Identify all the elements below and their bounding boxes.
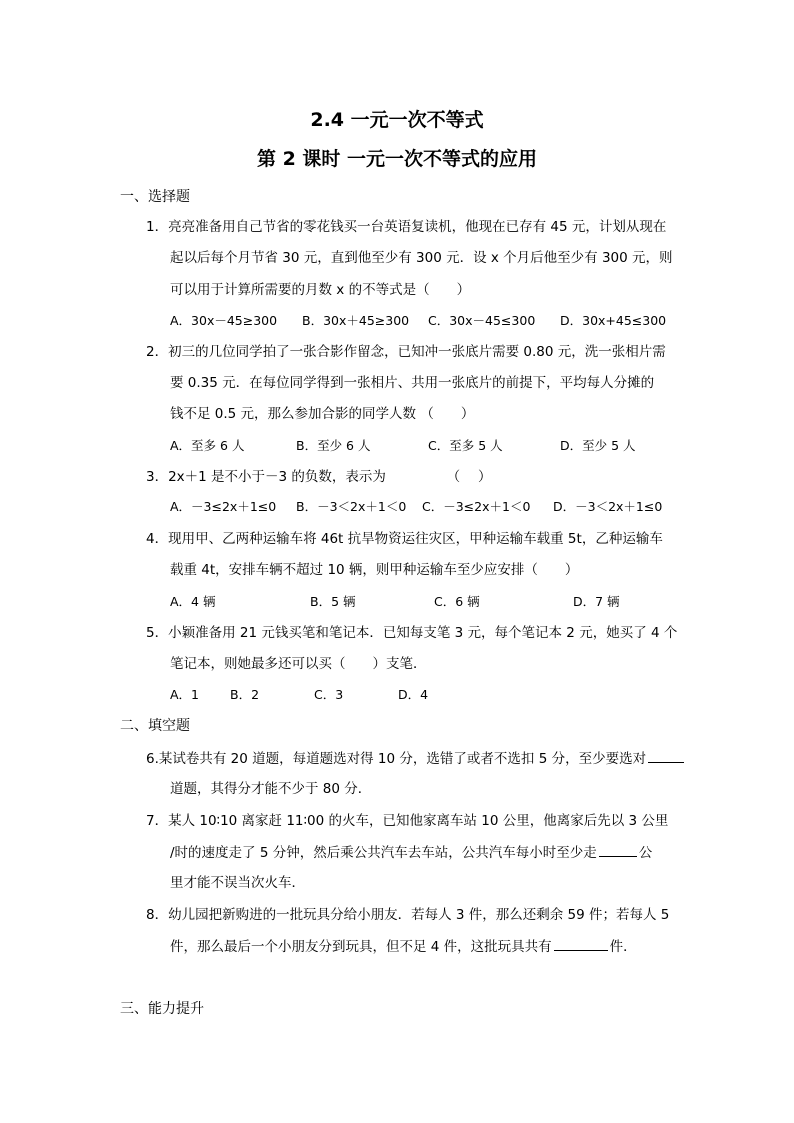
question-1-line-3: 可以用于计算所需要的月数 x 的不等式是（ ）: [170, 282, 471, 298]
question-4-line-1: 4．现用甲、乙两种运输车将 46t 抗旱物资运往灾区，甲种运输车载重 5t，乙种运输车: [146, 531, 663, 547]
question-3-option-b: B．－3＜2x＋1＜0: [296, 499, 407, 514]
section-heading-fill: 二、填空题: [120, 718, 190, 734]
question-2-option-d: D．至少 5 人: [560, 438, 636, 453]
question-8-line-2: [170, 937, 637, 956]
question-5-option-c: C．3: [314, 687, 344, 702]
question-7-line-2: [170, 843, 652, 862]
question-4-option-d: D．7 辆: [573, 594, 620, 609]
question-2-option-c: C．至多 5 人: [428, 438, 503, 453]
question-4-option-c: C．6 辆: [434, 594, 480, 609]
question-3-option-c: C．－3≤2x＋1＜0: [422, 499, 531, 514]
question-7-unit: 公: [638, 845, 653, 861]
question-4-line-2: 载重 4t，安排车辆不超过 10 辆，则甲种运输车至少应安排（ ）: [170, 562, 579, 578]
question-8-unit: 件．: [609, 939, 637, 955]
question-1-line-2: 起以后每个月节省 30 元，直到他至少有 300 元．设 x 个月后他至少有 300 元，则: [170, 250, 673, 266]
question-2-line-3: 钱不足 0.5 元，那么参加合影的同学人数 （ ）: [170, 406, 475, 422]
page-subtitle: 第 2 课时 一元一次不等式的应用: [256, 148, 538, 170]
question-1-option-a: A．30x－45≥300: [170, 313, 278, 328]
question-4-option-a: A．4 辆: [170, 594, 216, 609]
question-1-line-1: 1．亮亮准备用自己节省的零花钱买一台英语复读机，他现在已存有 45 元，计划从现在: [146, 219, 667, 235]
question-3-option-a: A．－3≤2x＋1≤0: [170, 499, 277, 514]
question-2-line-2: 要 0.35 元．在每位同学得到一张相片、共用一张底片的前提下，平均每人分摊的: [170, 375, 655, 391]
question-7-text: /时的速度走了 5 分钟，然后乘公共汽车去车站，公共汽车每小时至少走: [170, 845, 597, 861]
question-1-option-b: B．30x＋45≥300: [302, 313, 410, 328]
question-7-answer-blank[interactable]: [599, 843, 637, 857]
question-6-line-1: [146, 749, 684, 768]
question-2-option-a: A．至多 6 人: [170, 438, 245, 453]
question-8-line-1: 8．幼儿园把新购进的一批玩具分给小朋友．若每人 3 件，那么还剩余 59 件；若每人 5: [146, 907, 670, 923]
section-heading-choice: 一、选择题: [120, 189, 190, 205]
question-2-line-1: 2．初三的几位同学拍了一张合影作留念，已知冲一张底片需要 0.80 元，洗一张相片需: [146, 344, 666, 360]
page-title: 2.4 一元一次不等式: [310, 109, 484, 131]
question-6-text: 6.某试卷共有 20 道题，每道题选对得 10 分，选错了或者不选扣 5 分，至少要选对: [146, 751, 647, 767]
question-5-option-b: B．2: [230, 687, 260, 702]
question-6-line-2: 道题，其得分才能不少于 80 分．: [170, 781, 372, 797]
question-3-line-1: 3．2x＋1 是不小于－3 的负数，表示为 （ ）: [146, 469, 492, 485]
question-5-line-1: 5．小颖准备用 21 元钱买笔和笔记本．已知每支笔 3 元，每个笔记本 2 元，她买了 4 个: [146, 625, 678, 641]
question-5-line-2: 笔记本，则她最多还可以买（ ）支笔．: [170, 656, 427, 672]
question-8-text: 件，那么最后一个小朋友分到玩具，但不足 4 件，这批玩具共有: [170, 939, 552, 955]
question-4-option-b: B．5 辆: [310, 594, 356, 609]
question-1-option-c: C．30x－45≤300: [428, 313, 536, 328]
question-6-answer-blank[interactable]: [648, 749, 684, 763]
question-5-option-a: A．1: [170, 687, 200, 702]
question-1-option-d: D．30x+45≤300: [560, 313, 667, 328]
section-heading-ability: 三、能力提升: [120, 1001, 204, 1017]
question-7-line-3: 里才能不误当次火车．: [170, 875, 305, 891]
question-3-option-d: D．－3＜2x＋1≤0: [553, 499, 663, 514]
question-2-option-b: B．至少 6 人: [296, 438, 371, 453]
question-5-option-d: D．4: [398, 687, 429, 702]
question-8-answer-blank[interactable]: [554, 937, 608, 951]
question-7-line-1: 7．某人 10∶10 离家赶 11∶00 的火车，已知他家离车站 10 公里，他离家后先以 3 公里: [146, 813, 669, 829]
